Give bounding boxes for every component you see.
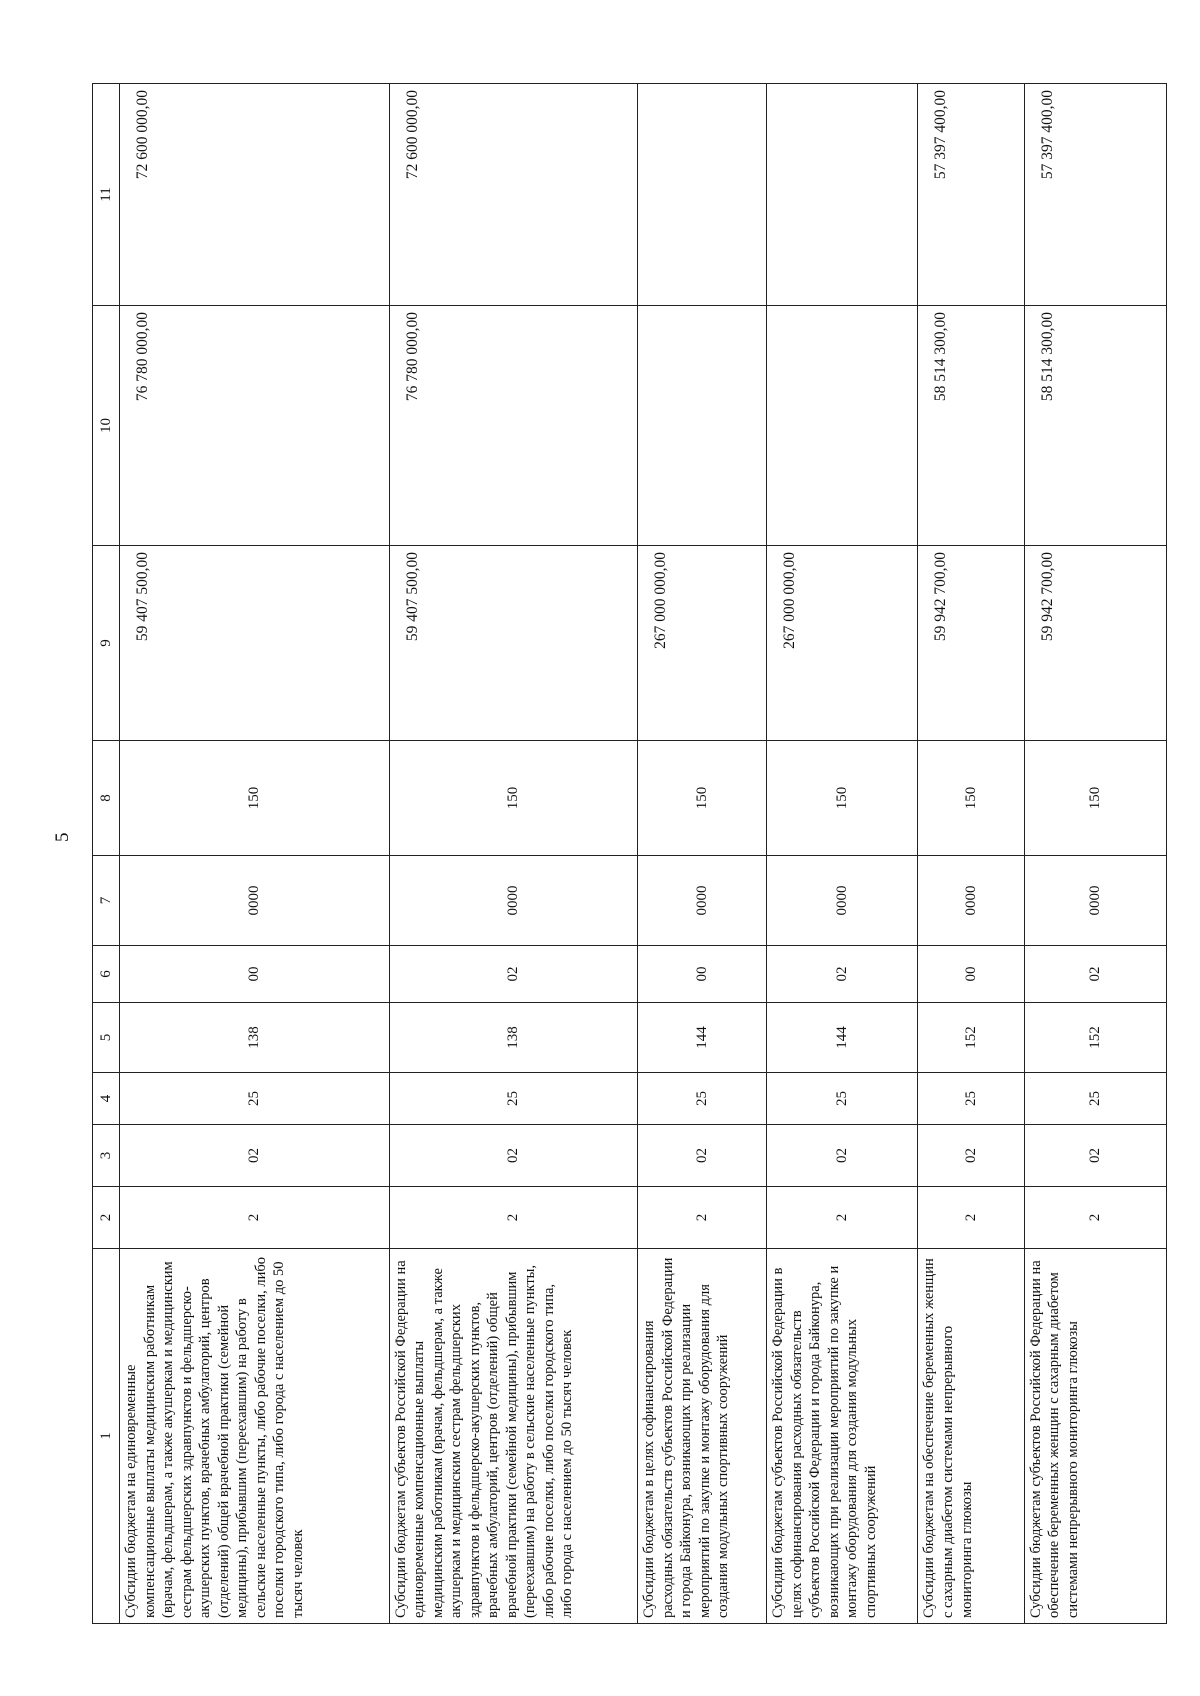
cell-col5: 138: [120, 1003, 390, 1073]
table-row: [767, 84, 918, 1624]
cell-col10: [767, 306, 918, 546]
row-description: Субсидии бюджетам на единовременные компенсационные выплаты медицинским работникам (врачам, фельдшерам, а также акушеркам и медицинским сестрам фельдшерских здравпунктов и фельдшерско-акушерских пунктов, врачебных амбулаторий, центров (отделений) общей врачебной практики (семейной медицины), прибывшим (переехавшим) на работу в сельские населенные пункты, либо рабочие поселки, либо поселки городского типа, либо города с населением до 50 тысяч человек: [120, 1249, 390, 1624]
cell-col6: 02: [389, 946, 637, 1003]
rotated-table-wrapper: [92, 84, 1167, 1624]
cell-col3: 02: [767, 1125, 918, 1187]
cell-col9: 59 407 500,00: [120, 546, 390, 741]
cell-col3: 02: [637, 1125, 766, 1187]
table-row: [389, 84, 637, 1624]
cell-col7: 0000: [637, 856, 766, 946]
cell-col2: 2: [120, 1187, 390, 1249]
column-header: 4: [93, 1073, 120, 1125]
table-header-row: [93, 84, 120, 1624]
cell-col4: 25: [120, 1073, 390, 1125]
cell-col8: 150: [120, 741, 390, 856]
cell-col5: 144: [767, 1003, 918, 1073]
cell-col10: 76 780 000,00: [120, 306, 390, 546]
cell-col2: 2: [918, 1187, 1024, 1249]
column-header: 5: [93, 1003, 120, 1073]
column-header: 9: [93, 546, 120, 741]
cell-col9: 267 000 000,00: [767, 546, 918, 741]
cell-col6: 00: [918, 946, 1024, 1003]
cell-col6: 00: [637, 946, 766, 1003]
cell-col3: 02: [120, 1125, 390, 1187]
cell-col9: 59 942 700,00: [1024, 546, 1166, 741]
cell-col8: 150: [637, 741, 766, 856]
cell-col11: [767, 84, 918, 306]
cell-col10: 58 514 300,00: [1024, 306, 1166, 546]
cell-col7: 0000: [120, 856, 390, 946]
cell-col7: 0000: [767, 856, 918, 946]
row-description: Субсидии бюджетам субъектов Российской Федерации на единовременные компенсационные выплаты медицинским работникам (врачам, фельдшерам, а также акушеркам и медицинским сестрам фельдшерских здравпунктов и фельдшерско-акушерских пунктов, врачебных амбулаторий, центров (отделений) общей врачебной практики (семейной медицины), прибывшим (переехавшим) на работу в сельские населенные пункты, либо рабочие поселки, либо поселки городского типа, либо города с населением до 50 тысяч человек: [389, 1249, 637, 1624]
cell-col3: 02: [918, 1125, 1024, 1187]
table-row: [918, 84, 1024, 1624]
cell-col4: 25: [389, 1073, 637, 1125]
budget-table: [92, 83, 1167, 1624]
cell-col9: 59 942 700,00: [918, 546, 1024, 741]
table-row: [120, 84, 390, 1624]
cell-col2: 2: [767, 1187, 918, 1249]
cell-col11: 57 397 400,00: [918, 84, 1024, 306]
cell-col11: 72 600 000,00: [389, 84, 637, 306]
cell-col8: 150: [1024, 741, 1166, 856]
row-description: Субсидии бюджетам в целях софинансирования расходных обязательств субъектов Российской Федерации и города Байконура, возникающих при реализации мероприятий по закупке и монтажу оборудования для создания модульных спортивных сооружений: [637, 1249, 766, 1624]
column-header: 10: [93, 306, 120, 546]
table-row: [637, 84, 766, 1624]
column-header: 2: [93, 1187, 120, 1249]
cell-col11: 72 600 000,00: [120, 84, 390, 306]
column-header: 6: [93, 946, 120, 1003]
cell-col6: 02: [1024, 946, 1166, 1003]
column-header: 1: [93, 1249, 120, 1624]
cell-col2: 2: [389, 1187, 637, 1249]
cell-col11: 57 397 400,00: [1024, 84, 1166, 306]
table-row: [1024, 84, 1166, 1624]
cell-col4: 25: [1024, 1073, 1166, 1125]
cell-col5: 144: [637, 1003, 766, 1073]
cell-col8: 150: [767, 741, 918, 856]
cell-col3: 02: [389, 1125, 637, 1187]
cell-col4: 25: [918, 1073, 1024, 1125]
column-header: 8: [93, 741, 120, 856]
cell-col9: 267 000 000,00: [637, 546, 766, 741]
cell-col5: 152: [1024, 1003, 1166, 1073]
cell-col5: 152: [918, 1003, 1024, 1073]
cell-col3: 02: [1024, 1125, 1166, 1187]
cell-col10: 58 514 300,00: [918, 306, 1024, 546]
cell-col7: 0000: [389, 856, 637, 946]
cell-col7: 0000: [1024, 856, 1166, 946]
cell-col7: 0000: [918, 856, 1024, 946]
cell-col4: 25: [767, 1073, 918, 1125]
cell-col2: 2: [637, 1187, 766, 1249]
row-description: Субсидии бюджетам субъектов Российской Федерации в целях софинансирования расходных обязательств субъектов Российской Федерации и города Байконура, возникающих при реализации мероприятий по закупке и монтажу оборудования для создания модульных спортивных сооружений: [767, 1249, 918, 1624]
page-number: 5: [52, 832, 73, 842]
row-description: Субсидии бюджетам на обеспечение беременных женщин с сахарным диабетом системами непрерывного мониторинга глюкозы: [918, 1249, 1024, 1624]
cell-col6: 02: [767, 946, 918, 1003]
row-description: Субсидии бюджетам субъектов Российской Федерации на обеспечение беременных женщин с сахарным диабетом системами непрерывного мониторинга глюкозы: [1024, 1249, 1166, 1624]
cell-col9: 59 407 500,00: [389, 546, 637, 741]
cell-col10: [637, 306, 766, 546]
cell-col4: 25: [637, 1073, 766, 1125]
cell-col10: 76 780 000,00: [389, 306, 637, 546]
cell-col8: 150: [918, 741, 1024, 856]
cell-col8: 150: [389, 741, 637, 856]
column-header: 3: [93, 1125, 120, 1187]
cell-col2: 2: [1024, 1187, 1166, 1249]
cell-col6: 00: [120, 946, 390, 1003]
column-header: 7: [93, 856, 120, 946]
cell-col5: 138: [389, 1003, 637, 1073]
cell-col11: [637, 84, 766, 306]
column-header: 11: [93, 84, 120, 306]
